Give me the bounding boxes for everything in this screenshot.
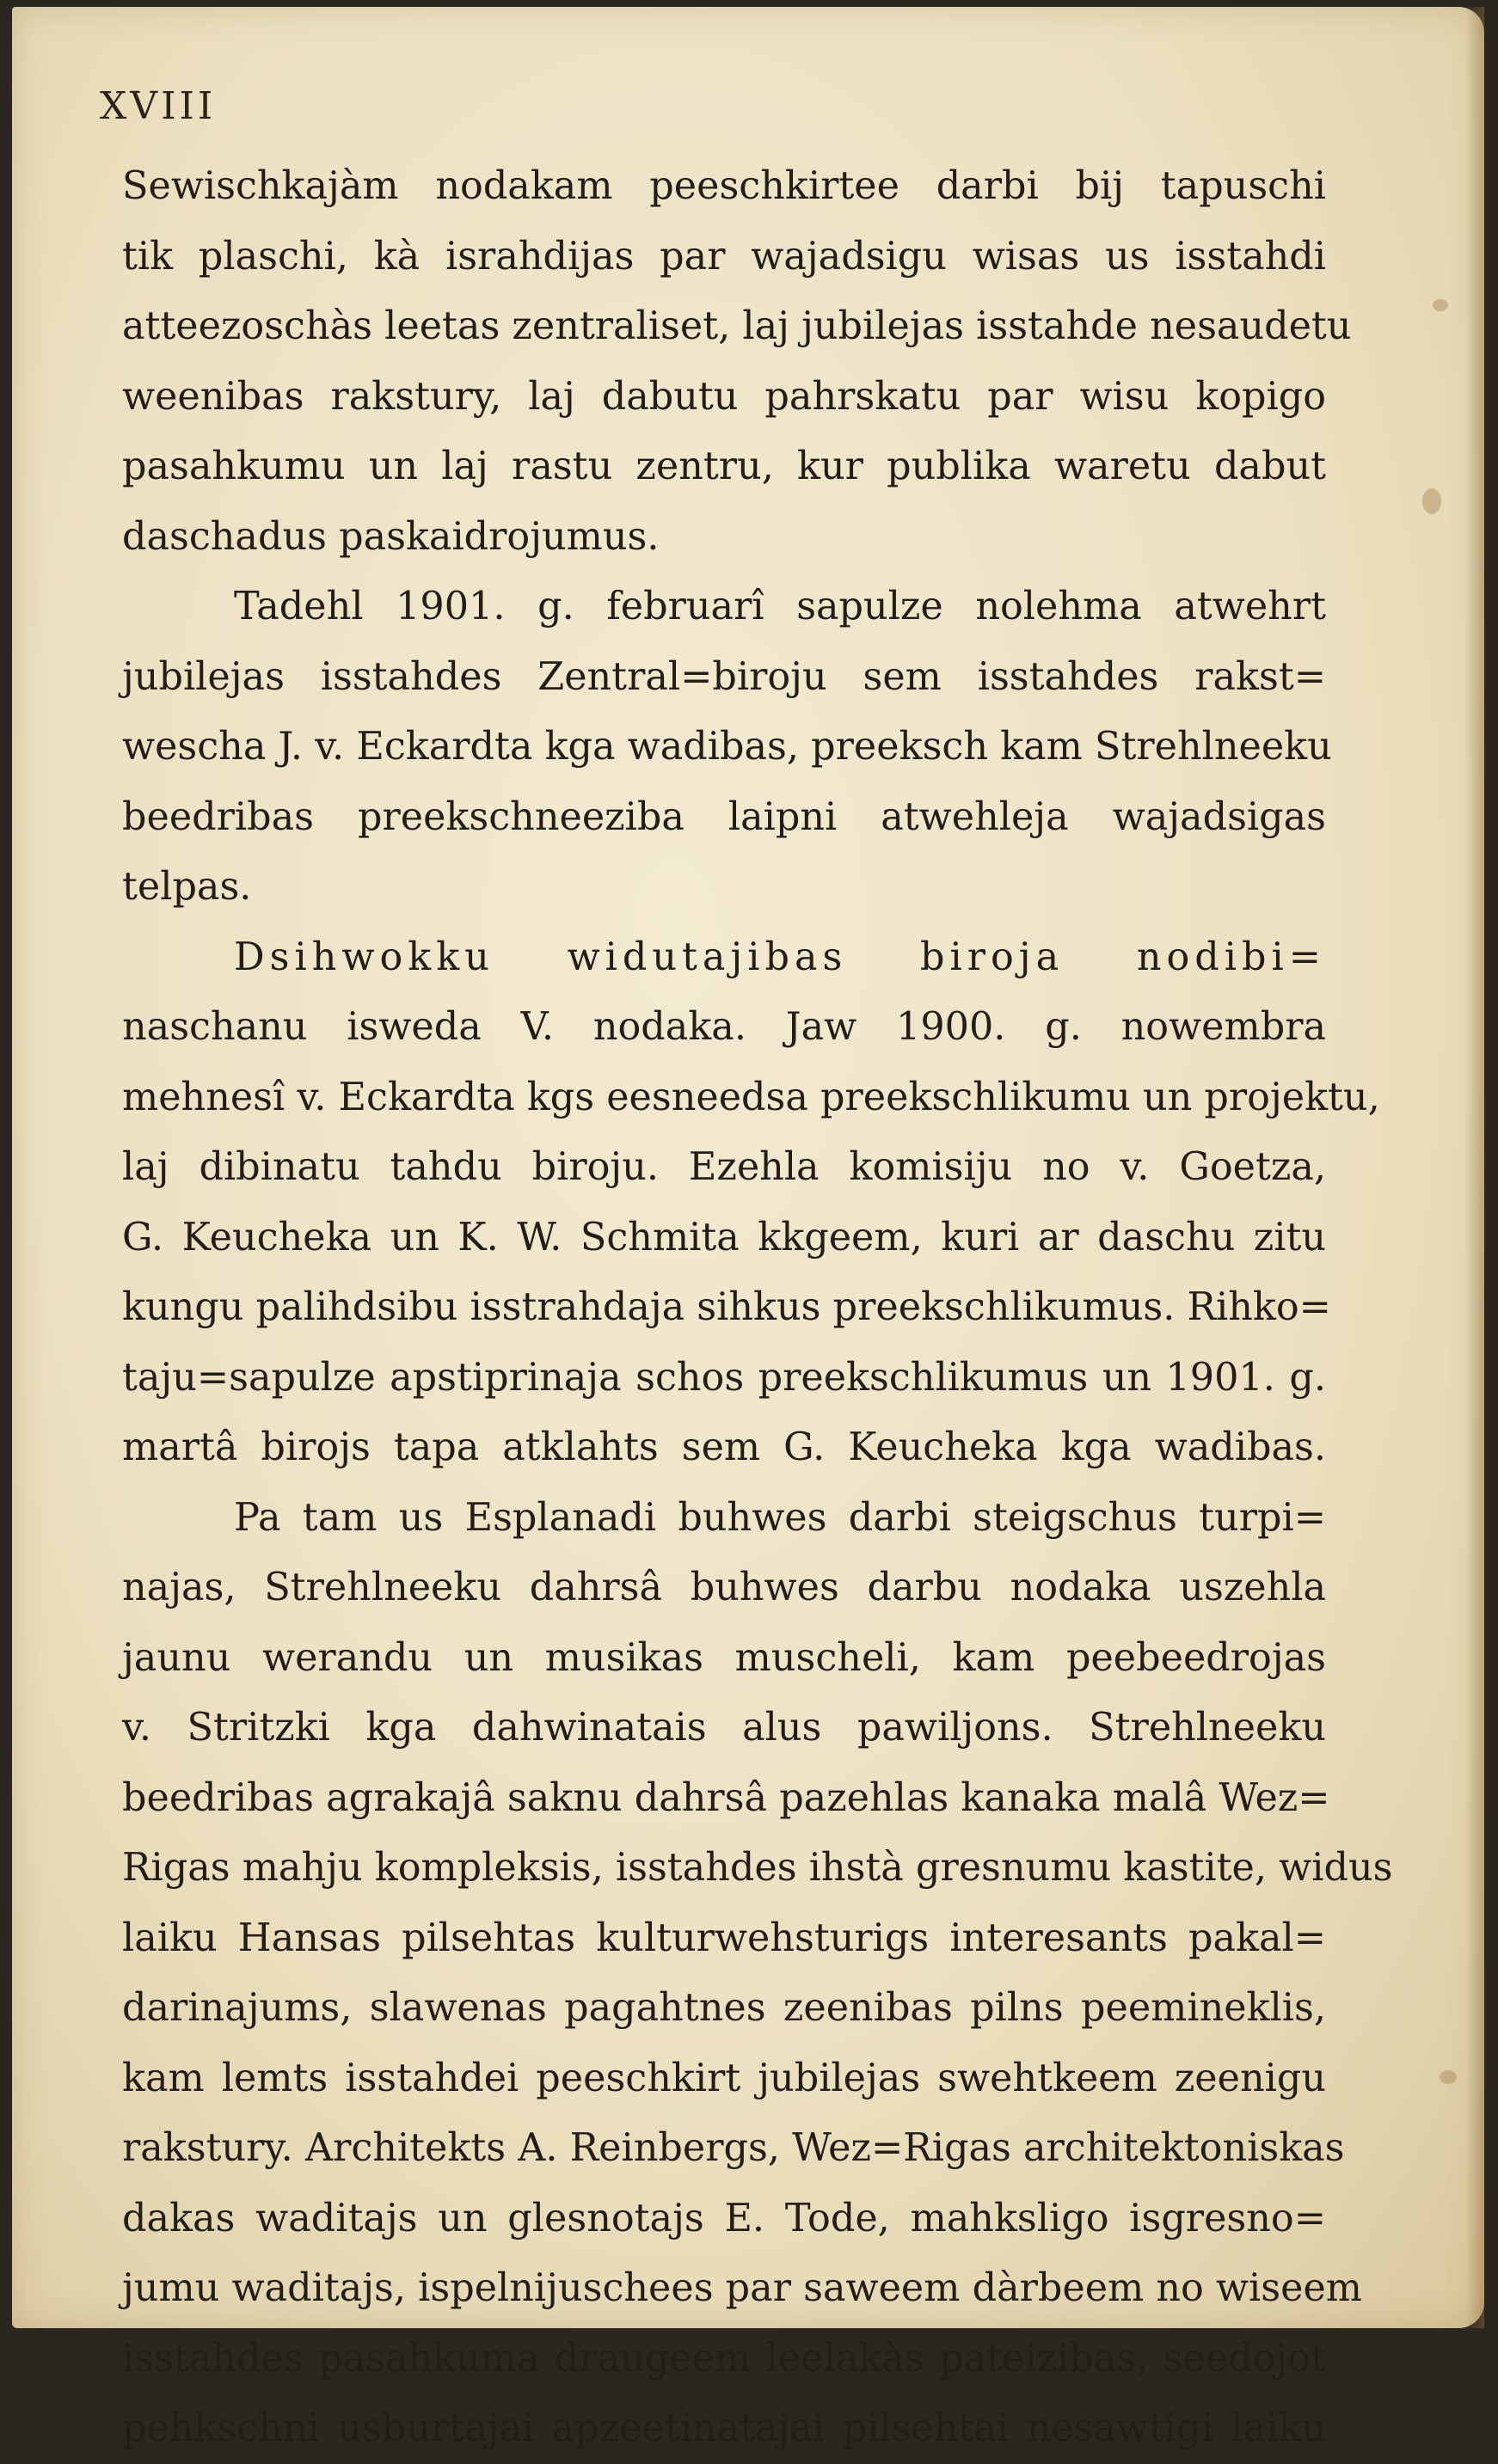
page-number: XVIII [100, 84, 217, 128]
text-line: mehnesî v. Eckardta kgs eesneedsa preekschlikumu un projektu, [122, 1075, 1380, 1119]
text-line: jumu waditajs, ispelnijuschees par saweem dàrbeem no wiseem [122, 2266, 1362, 2310]
text-line: naschanu isweda V. nodaka. Jaw 1900. g. nowembra [122, 1005, 1326, 1049]
text-line: jubilejas isstahdes Zentral=biroju sem isstahdes rakst= [122, 654, 1326, 699]
text-line: jaunu werandu un musikas muscheli, kam peebeedrojas [122, 1635, 1326, 1680]
text-line: martâ birojs tapa atklahts sem G. Keucheka kga wadibas. [122, 1425, 1326, 1469]
text-line: pasahkumu un laj rastu zentru, kur publika waretu dabut [122, 444, 1326, 488]
text-line: laj dibinatu tahdu biroju. Ezehla komisiju no v. Goetza, [122, 1145, 1326, 1189]
text-line: dakas waditajs un glesnotajs E. Tode, mahksligo isgresno= [122, 2196, 1326, 2240]
stain-mark [1433, 299, 1448, 311]
body-text [122, 151, 1393, 2464]
text-line: daschadus paskaidrojumus. [122, 514, 660, 559]
text-line: wescha J. v. Eckardta kga wadibas, preeksch kam Strehlneeku [122, 725, 1332, 769]
text-line: isstahdes pasahkuma draugeem leelakàs pateizibas, seedojot [122, 2336, 1326, 2381]
text-line: Rigas mahju kompleksis, isstahdes ihstà gresnumu kastite, widus [122, 1846, 1393, 1890]
text-line: weenibas rakstury, laj dabutu pahrskatu par wisu kopigo [122, 374, 1326, 419]
text-line: tik plaschi, kà israhdijas par wajadsigu wisas us isstahdi [122, 234, 1326, 279]
text-line: rakstury. Architekts A. Reinbergs, Wez=Rigas architektoniskas [122, 2126, 1345, 2170]
text-line: atteezoschàs leetas zentraliset, laj jubilejas isstahde nesaudetu [122, 304, 1352, 348]
text-line: Dsihwokku widutajibas biroja nodibi= [234, 935, 1326, 979]
text-line: darinajums, slawenas pagahtnes zeenibas pilns peemineklis, [122, 1986, 1326, 2030]
text-line: najas, Strehlneeku dahrsâ buhwes darbu nodaka uszehla [122, 1566, 1326, 1609]
stain-mark [1422, 488, 1441, 514]
book-page [12, 7, 1484, 2450]
text-line: beedribas preekschneeziba laipni atwehleja wajadsigas [122, 794, 1326, 839]
text-line: Tadehl 1901. g. februarî sapulze nolehma atwehrt [234, 585, 1326, 628]
text-line: Sewischkajàm nodakam peeschkirtee darbi bij tapuschi [122, 164, 1326, 208]
text-line: kungu palihdsibu isstrahdaja sihkus preekschlikumus. Rihko= [122, 1285, 1331, 1329]
text-line: beedribas agrakajâ saknu dahrsâ pazehlas kanaka malâ Wez= [122, 1775, 1330, 1820]
text-line: Pa tam us Esplanadi buhwes darbi steigschus turpi= [234, 1495, 1326, 1540]
text-line: v. Stritzki kga dahwinatais alus pawiljons. Strehlneeku [122, 1706, 1326, 1750]
stain-mark [1440, 2070, 1457, 2084]
text-line: taju=sapulze apstiprinaja schos preekschlikumus un 1901. g. [122, 1355, 1326, 1400]
text-line: kam lemts isstahdei peeschkirt jubilejas swehtkeem zeenigu [122, 2056, 1326, 2100]
text-line: G. Keucheka un K. W. Schmita kkgeem, kuri ar daschu zitu [122, 1215, 1326, 1260]
text-line: laiku Hansas pilsehtas kulturwehsturigs interesants pakal= [122, 1915, 1326, 1960]
text-line: pehkschni usburtajai apzeetinatajai pilsehtai nesawtigi laiku [122, 2406, 1326, 2450]
page-edge-shadow [1465, 7, 1484, 2328]
text-line: telpas. [122, 865, 252, 909]
